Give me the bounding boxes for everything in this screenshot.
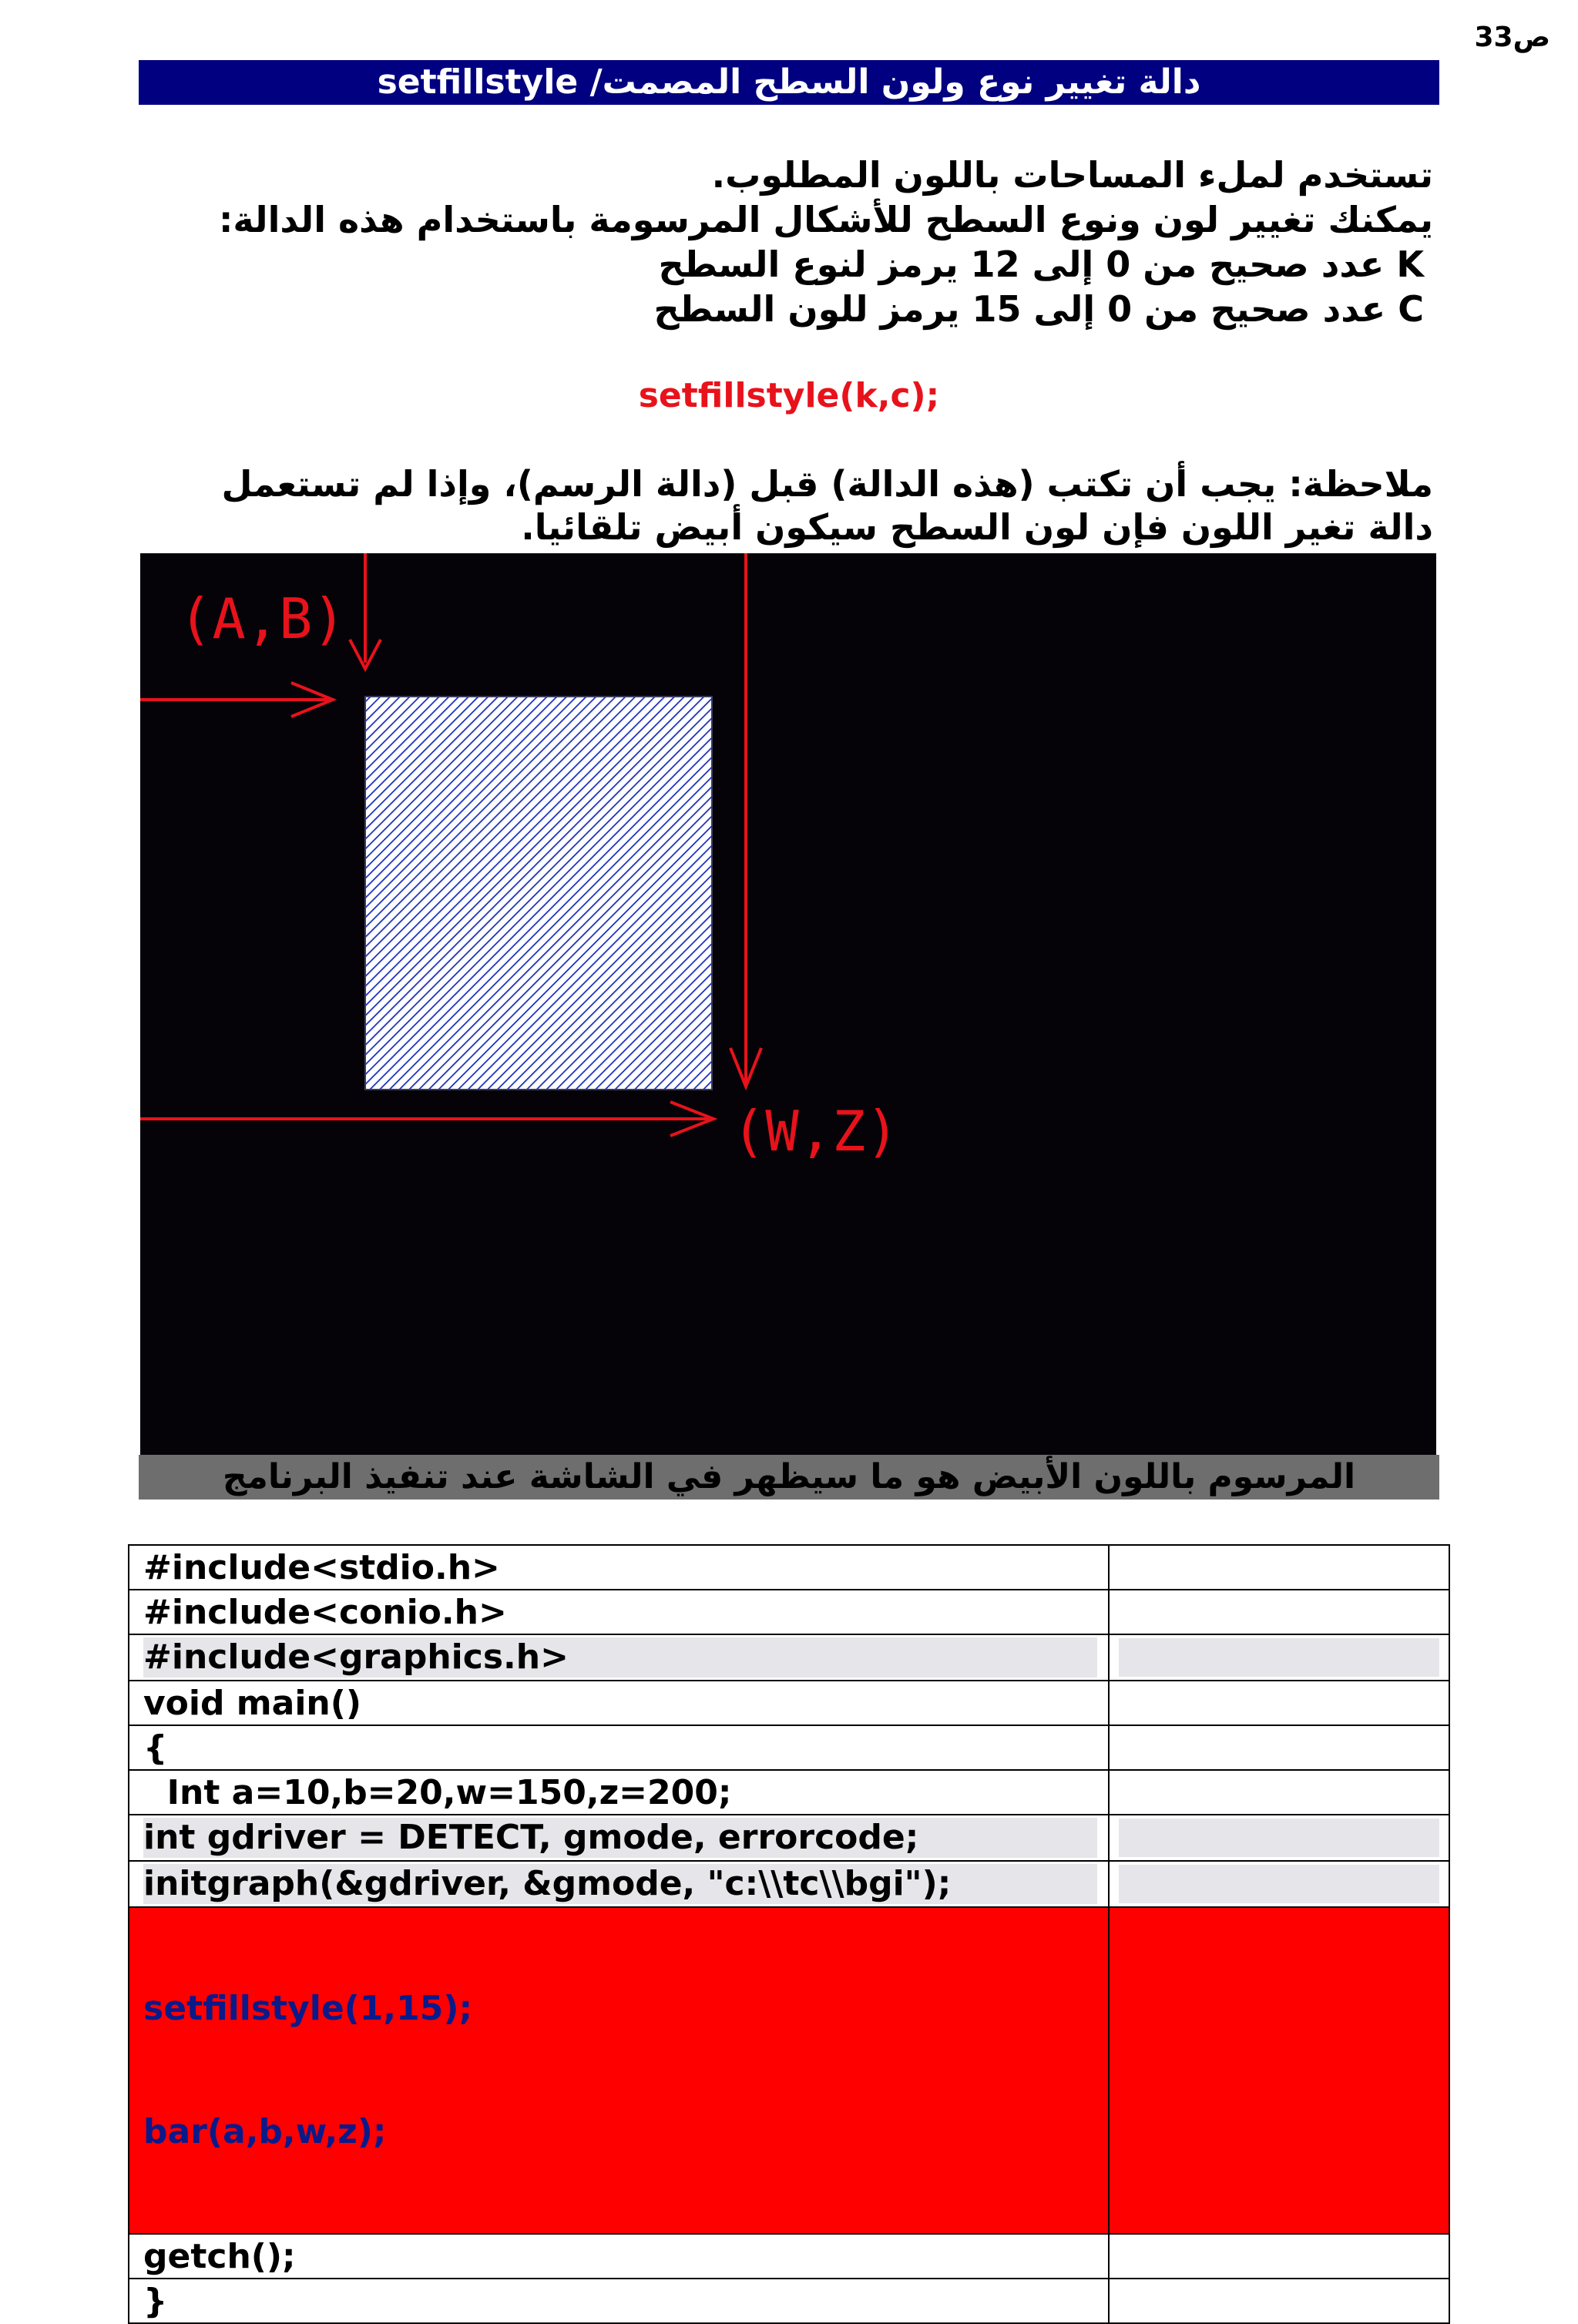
comment-cell [1109, 2279, 1449, 2323]
bar-diagram [140, 553, 1436, 1455]
intro-text [154, 153, 1433, 331]
code-row-highlighted [129, 1907, 1449, 2234]
code-cell: { [129, 1725, 1109, 1770]
code-row [129, 1634, 1449, 1681]
note-text: ملاحظة: يجب أن تكتب (هذه الدالة) قبل (دالة الرسم)، وإذا لم تستعمل دالة تغير اللون فإن لون السطح سيكون أبيض تلقائيا. [221, 463, 1433, 548]
arrow-to-wz-vertical [730, 553, 761, 1086]
code-cell: #include<stdio.h> [129, 1545, 1109, 1590]
intro-param-c: C عدد صحيح من 0 إلى 15 يرمز للون السطح [653, 288, 1424, 330]
arrow-to-ab-horizontal [140, 683, 333, 717]
comment-cell [1109, 1590, 1449, 1634]
comment-cell [1109, 1545, 1449, 1590]
figure-caption: المرسوم باللون الأبيض هو ما سيظهر في الشاشة عند تنفيذ البرنامج [139, 1455, 1439, 1500]
code-cell: int gdriver = DETECT, gmode, errorcode; [129, 1815, 1109, 1861]
code-table [128, 1544, 1450, 2324]
arrow-to-wz-horizontal [140, 1102, 713, 1136]
comment-cell [1109, 1815, 1449, 1861]
code-cell: Int a=10,b=20,w=150,z=200; [129, 1770, 1109, 1815]
label-ab: (A,B) [179, 586, 346, 651]
code-row [129, 1681, 1449, 1725]
filled-bar [365, 697, 712, 1090]
comment-cell [1109, 1681, 1449, 1725]
intro-param-k: K عدد صحيح من 0 إلى 12 يرمز لنوع السطح [658, 243, 1424, 285]
comment-cell [1109, 1861, 1449, 1907]
code-cell: #include<graphics.h> [129, 1634, 1109, 1681]
section-title: دالة تغيير نوع ولون السطح المصمت/ setfillstyle [139, 60, 1439, 105]
comment-cell [1109, 2234, 1449, 2279]
code-row [129, 1861, 1449, 1907]
code-cell: } [129, 2279, 1109, 2323]
code-row [129, 2234, 1449, 2279]
code-row [129, 1815, 1449, 1861]
code-cell: getch(); [129, 2234, 1109, 2279]
code-cell: void main() [129, 1681, 1109, 1725]
code-line: bar(a,b,w,z); [143, 2112, 387, 2151]
syntax-line: setfillstyle(k,c); [638, 376, 940, 415]
intro-line: يمكنك تغيير لون ونوع السطح للأشكال المرسومة باستخدام هذه الدالة: [219, 199, 1433, 240]
comment-cell [1109, 1907, 1449, 2234]
code-line: setfillstyle(1,15); [143, 1989, 473, 2028]
code-cell: initgraph(&gdriver, &gmode, "c:\\tc\\bgi"); [129, 1861, 1109, 1907]
code-row [129, 2279, 1449, 2323]
code-row [129, 1545, 1449, 1590]
page-number: ص33 [1474, 22, 1550, 53]
code-row [129, 1770, 1449, 1815]
code-row [129, 1725, 1449, 1770]
code-cell: #include<conio.h> [129, 1590, 1109, 1634]
bar-diagram-svg [140, 553, 1436, 1455]
label-wz: (W,Z) [732, 1099, 899, 1164]
comment-cell [1109, 1725, 1449, 1770]
comment-cell [1109, 1634, 1449, 1681]
arrow-to-ab-vertical [350, 553, 381, 669]
code-row [129, 1590, 1449, 1634]
code-cell [129, 1907, 1109, 2234]
comment-cell [1109, 1770, 1449, 1815]
intro-line: تستخدم لملء المساحات باللون المطلوب. [711, 154, 1433, 196]
